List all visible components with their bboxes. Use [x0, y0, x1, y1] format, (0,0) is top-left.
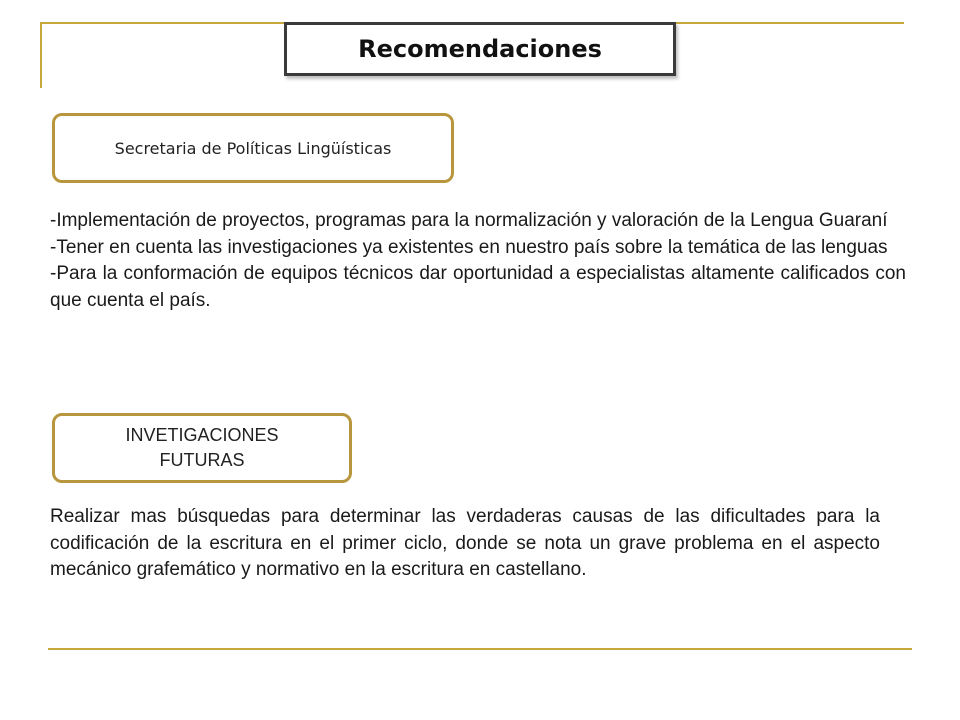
future-research-text: Realizar mas búsquedas para determinar las verdaderas causas de las dificultades para la codificación de la escritura en el primer ciclo, donde se nota un grave problema en el aspecto mecánico grafemático y normativo en la escritura en castellano. — [50, 506, 880, 580]
page-title: Recomendaciones — [358, 35, 602, 63]
section-label-text — [125, 423, 278, 473]
bottom-divider-line — [48, 648, 912, 650]
section-label-secretaria — [52, 113, 454, 183]
recommendations-list — [50, 208, 906, 314]
section-label-investigaciones — [52, 413, 352, 483]
recommendation-item: -Tener en cuenta las investigaciones ya existentes en nuestro país sobre la temática de las lenguas — [50, 236, 888, 258]
left-divider-line — [40, 22, 42, 88]
recommendation-item: -Para la conformación de equipos técnicos dar oportunidad a especialistas altamente calificados con que cuenta el país. — [50, 263, 906, 311]
title-box — [284, 22, 676, 76]
section-label-line-1: INVETIGACIONES — [125, 425, 279, 445]
section-label-line-2: FUTURAS — [159, 450, 245, 470]
recommendation-item: -Implementación de proyectos, programas para la normalización y valoración de la Lengua Guaraní — [50, 210, 888, 231]
future-research-paragraph — [50, 504, 880, 584]
section-label-text: Secretaria de Políticas Lingüísticas — [114, 138, 392, 158]
